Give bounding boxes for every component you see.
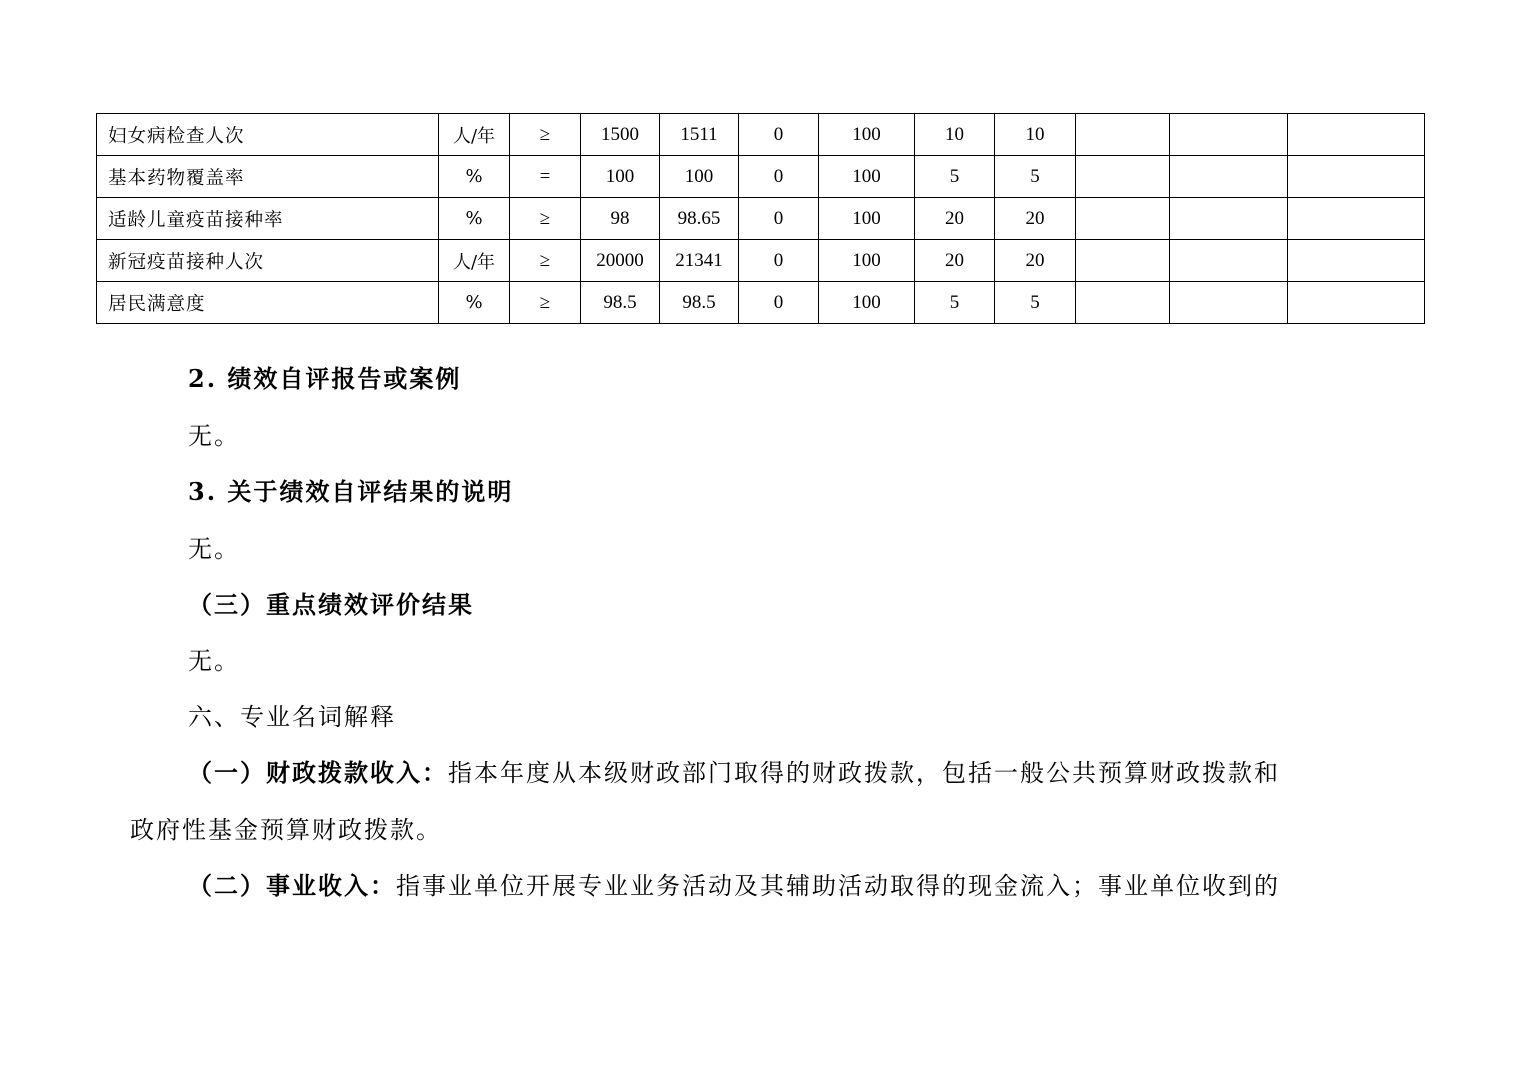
table-cell: 0 [739,282,819,324]
table-cell [1076,156,1170,198]
indicator-unit: 人/年 [439,114,510,156]
glossary-term-continuation: 政府性基金预算财政拨款。 [130,816,442,844]
table-cell [1170,156,1288,198]
glossary-term-label: （二）事业收入： [188,871,396,900]
table-cell [1076,114,1170,156]
table-cell: 0 [739,240,819,282]
table-cell [1288,240,1425,282]
table-cell: 100 [819,282,915,324]
section-heading-self-evaluation-results: 3. 关于绩效自评结果的说明 [188,477,514,506]
section-body-text: 无。 [188,422,240,450]
table-cell [1076,240,1170,282]
table-cell [1170,198,1288,240]
indicator-unit: % [439,282,510,324]
indicator-operator: = [510,156,581,198]
table-cell: 10 [995,114,1076,156]
table-cell: 100 [819,198,915,240]
indicator-target: 98 [581,198,660,240]
glossary-term-business-income [188,871,1280,900]
table-row [97,240,1425,282]
section-heading-glossary: 六、专业名词解释 [188,703,396,731]
table-cell [1076,198,1170,240]
section-heading-key-evaluation-results: （三）重点绩效评价结果 [188,590,474,619]
table-row [97,156,1425,198]
table-cell: 5 [995,282,1076,324]
table-cell: 5 [995,156,1076,198]
glossary-term-definition: 指事业单位开展专业业务活动及其辅助活动取得的现金流入；事业单位收到的 [396,872,1280,900]
table-cell: 5 [915,156,995,198]
table-cell: 20 [915,240,995,282]
indicator-actual: 98.5 [660,282,739,324]
indicator-actual: 21341 [660,240,739,282]
table-cell [1288,282,1425,324]
table-cell: 10 [915,114,995,156]
table-cell: 20 [915,198,995,240]
indicator-operator: ≥ [510,240,581,282]
table-row [97,198,1425,240]
section-body-text: 无。 [188,647,240,675]
table-cell [1288,198,1425,240]
indicator-unit: % [439,198,510,240]
performance-indicator-table [96,113,1425,324]
table-cell [1288,156,1425,198]
indicator-operator: ≥ [510,114,581,156]
indicator-operator: ≥ [510,282,581,324]
indicator-actual: 1511 [660,114,739,156]
table-cell [1170,282,1288,324]
indicator-name: 妇女病检查人次 [97,114,439,156]
table-cell: 20 [995,240,1076,282]
indicator-unit: % [439,156,510,198]
indicator-actual: 100 [660,156,739,198]
section-heading-self-evaluation-report: 2. 绩效自评报告或案例 [188,364,462,393]
table-cell: 100 [819,156,915,198]
table-cell [1170,240,1288,282]
indicator-target: 98.5 [581,282,660,324]
glossary-term-label: （一）财政拨款收入： [188,758,448,787]
indicator-name: 基本药物覆盖率 [97,156,439,198]
table-cell: 0 [739,156,819,198]
table-cell: 0 [739,114,819,156]
indicator-target: 100 [581,156,660,198]
table-row [97,282,1425,324]
indicator-name: 居民满意度 [97,282,439,324]
table-cell: 5 [915,282,995,324]
indicator-actual: 98.65 [660,198,739,240]
glossary-term-fiscal-appropriation [188,758,1280,787]
table-cell [1076,282,1170,324]
table-cell: 0 [739,198,819,240]
indicator-target: 20000 [581,240,660,282]
indicator-name: 新冠疫苗接种人次 [97,240,439,282]
table-cell: 100 [819,240,915,282]
indicator-target: 1500 [581,114,660,156]
table-row [97,114,1425,156]
table-cell: 20 [995,198,1076,240]
table-cell: 100 [819,114,915,156]
indicator-operator: ≥ [510,198,581,240]
indicator-name: 适龄儿童疫苗接种率 [97,198,439,240]
indicator-unit: 人/年 [439,240,510,282]
section-body-text: 无。 [188,535,240,563]
table-cell [1170,114,1288,156]
table-cell [1288,114,1425,156]
glossary-term-definition: 指本年度从本级财政部门取得的财政拨款，包括一般公共预算财政拨款和 [448,759,1280,787]
